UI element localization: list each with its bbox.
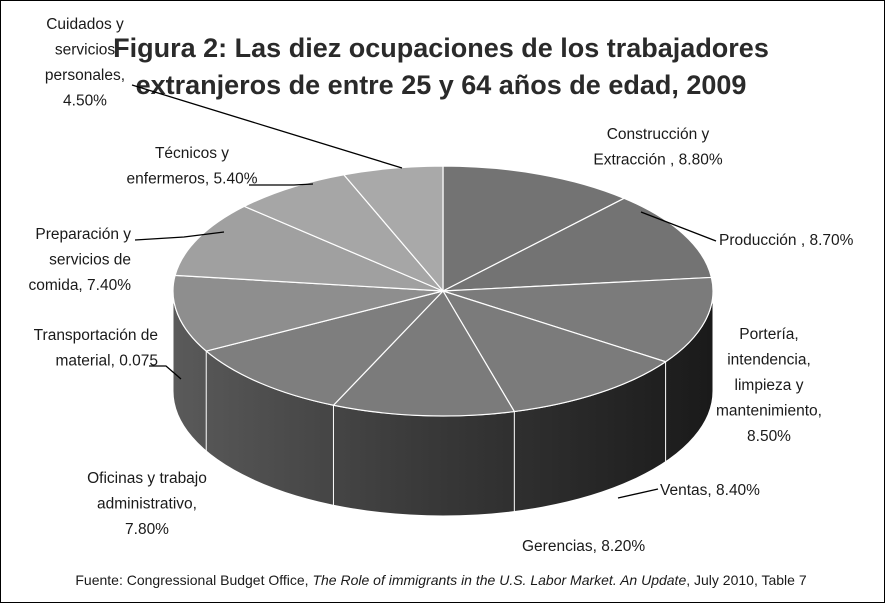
slice-label bbox=[127, 145, 258, 188]
leader-line bbox=[249, 184, 313, 185]
slice-label-line: material, 0.075 bbox=[55, 352, 158, 370]
slice-label bbox=[719, 232, 854, 249]
slice-label bbox=[28, 226, 131, 294]
slice-label-line: Oficinas y trabajo bbox=[87, 470, 207, 487]
chart-title-line-2: extranjeros de entre 25 y 64 años de edad, 2009 bbox=[135, 70, 747, 100]
slice-label-line: Cuidados y bbox=[46, 16, 124, 33]
slice-label-line: enfermeros, 5.40% bbox=[126, 170, 258, 188]
source-note bbox=[75, 572, 806, 588]
slice-label bbox=[593, 126, 722, 169]
leader-line bbox=[618, 489, 658, 498]
slice-label-line: Extracción , 8.80% bbox=[593, 151, 723, 169]
slice-label-line: intendencia, bbox=[727, 351, 811, 369]
pie-slices bbox=[173, 166, 713, 416]
source-title: The Role of immigrants in the U.S. Labor Market. An Update bbox=[312, 572, 687, 588]
slice-label-line: Preparación y bbox=[35, 226, 131, 243]
source-suffix: , July 2010, Table 7 bbox=[686, 572, 807, 588]
slice-label-line: Gerencias, 8.20% bbox=[522, 538, 646, 555]
slice-label-line: administrativo, bbox=[97, 495, 197, 513]
slice-label-line: 8.50% bbox=[747, 428, 791, 445]
slice-label-line: mantenimiento, bbox=[716, 402, 822, 420]
slice-label bbox=[716, 326, 822, 445]
slice-label-line: Ventas, 8.40% bbox=[660, 482, 760, 499]
pie-chart bbox=[1, 1, 884, 602]
slice-label-line: servicios bbox=[54, 41, 116, 59]
chart-title-line-1: Figura 2: Las diez ocupaciones de los trabajadores bbox=[113, 33, 769, 63]
slice-label bbox=[34, 327, 158, 370]
slice-label-line: servicios de bbox=[49, 251, 131, 269]
slice-label-line: 4.50% bbox=[63, 92, 107, 110]
slice-label-line: comida, 7.40% bbox=[28, 277, 131, 294]
slice-label bbox=[87, 470, 207, 538]
source-prefix: Fuente: Congressional Budget Office, bbox=[75, 572, 313, 588]
slice-label-line: limpieza y bbox=[734, 377, 804, 394]
slice-label bbox=[660, 482, 760, 499]
slice-label-line: Transportación de bbox=[33, 327, 158, 344]
slice-label-line: Técnicos y bbox=[154, 145, 230, 162]
slice-label-line: Producción , 8.70% bbox=[719, 232, 854, 249]
slice-label-line: Portería, bbox=[739, 326, 799, 343]
slice-label bbox=[522, 538, 645, 555]
slice-label-line: Construcción y bbox=[606, 126, 710, 143]
slice-label-line: 7.80% bbox=[125, 521, 169, 538]
slice-label-line: personales, bbox=[44, 67, 126, 84]
